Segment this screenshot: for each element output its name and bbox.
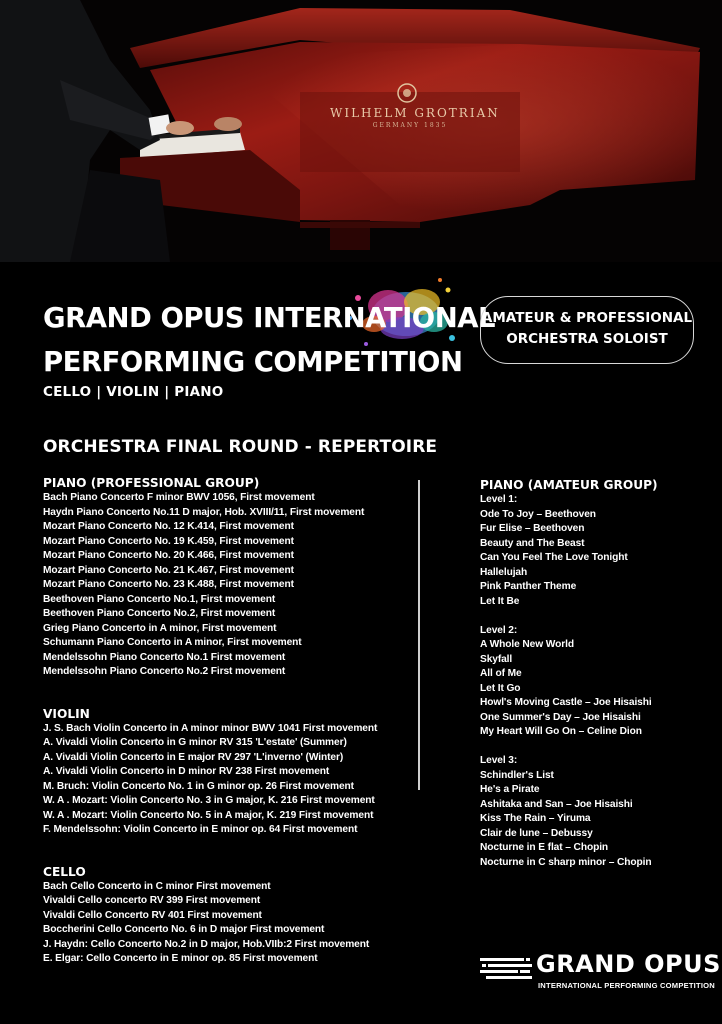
violin-title: VIOLIN — [43, 706, 90, 721]
grand-opus-logo — [480, 950, 721, 1000]
repertoire-heading: ORCHESTRA FINAL ROUND - REPERTOIRE — [43, 437, 438, 457]
piano-amateur-item: Clair de lune – Debussy — [480, 827, 593, 839]
violin-item: A. Vivaldi Violin Concerto in D minor RV 238 First movement — [43, 766, 330, 777]
piano-amateur-item: Beauty and The Beast — [480, 537, 585, 549]
piano-professional-item: Mendelssohn Piano Concerto No.2 First movement — [43, 666, 286, 677]
repertoire-left-column — [43, 475, 413, 967]
piano-keys-logo-icon — [480, 956, 532, 982]
piano-amateur-item: All of Me — [480, 668, 522, 679]
level-label: Level 1: — [480, 494, 518, 505]
piano-professional-item: Mozart Piano Concerto No. 12 K.414, First movement — [43, 521, 294, 532]
piano-professional-title: PIANO (PROFESSIONAL GROUP) — [43, 476, 260, 490]
cello-item: Bach Cello Concerto in C minor First movement — [43, 880, 271, 892]
competition-title — [43, 296, 495, 384]
piano-amateur-item: Ashitaka and San – Joe Hisaishi — [480, 798, 633, 810]
piano-brand-name: WILHELM GROTRIAN — [330, 106, 500, 120]
violin-item: A. Vivaldi Violin Concerto in G minor RV 315 'L'estate' (Summer) — [43, 737, 347, 748]
piano-amateur-item: Nocturne in C sharp minor – Chopin — [480, 856, 652, 868]
piano-amateur-item: Skyfall — [480, 653, 513, 665]
category-badge — [480, 296, 694, 364]
piano-amateur-item: Hallelujah — [480, 566, 528, 578]
instrument-list: CELLO | VIOLIN | PIANO — [43, 384, 224, 400]
piano-amateur-item: One Summer's Day – Joe Hisaishi — [480, 711, 641, 723]
violin-item: M. Bruch: Violin Concerto No. 1 in G minor op. 26 First movement — [43, 780, 354, 792]
piano-amateur-item: My Heart Will Go On – Celine Dion — [480, 726, 642, 737]
cello-list — [43, 880, 413, 967]
piano-professional-item: Grieg Piano Concerto in A minor, First movement — [43, 622, 277, 634]
violin-item: F. Mendelssohn: Violin Concerto in E minor op. 64 First movement — [43, 824, 358, 835]
piano-amateur-item: Howl's Moving Castle – Joe Hisaishi — [480, 697, 652, 708]
piano-professional-item: Bach Piano Concerto F minor BWV 1056, First movement — [43, 492, 315, 503]
logo-tagline: INTERNATIONAL PERFORMING COMPETITION — [538, 981, 715, 990]
level-label: Level 2: — [480, 624, 518, 636]
violin-item: J. S. Bach Violin Concerto in A minor minor BWV 1041 First movement — [43, 722, 378, 734]
piano-amateur-title: PIANO (AMATEUR GROUP) — [480, 478, 658, 492]
piano-amateur-item: Schindler's List — [480, 769, 554, 781]
hero-piano-image — [0, 0, 722, 262]
cello-item: Vivaldi Cello concerto RV 399 First movement — [43, 895, 261, 906]
piano-amateur-item: Let It Be — [480, 595, 520, 607]
piano-amateur-item: Can You Feel The Love Tonight — [480, 552, 628, 563]
piano-professional-item: Haydn Piano Concerto No.11 D major, Hob. XVIII/11, First movement — [43, 506, 365, 518]
piano-amateur-levels — [480, 493, 710, 870]
piano-amateur-item: Nocturne in E flat – Chopin — [480, 842, 609, 853]
title-line-2: PERFORMING COMPETITION — [43, 346, 463, 378]
category-line-2: ORCHESTRA SOLOIST — [506, 331, 668, 347]
cello-item: J. Haydn: Cello Concerto No.2 in D major, Hob.VIIb:2 First movement — [43, 938, 370, 950]
cello-item: Boccherini Cello Concerto No. 6 in D major First movement — [43, 924, 325, 935]
piano-professional-item: Mozart Piano Concerto No. 20 K.466, First movement — [43, 550, 294, 561]
column-divider — [418, 480, 420, 790]
cello-item: E. Elgar: Cello Concerto in E minor op. 85 First movement — [43, 953, 318, 964]
piano-professional-item: Mozart Piano Concerto No. 21 K.467, First movement — [43, 564, 294, 576]
violin-list — [43, 722, 413, 838]
violin-item: W. A . Mozart: Violin Concerto No. 5 in A major, K. 219 First movement — [43, 809, 374, 821]
cello-title: CELLO — [43, 864, 86, 879]
piano-professional-item: Schumann Piano Concerto in A minor, First movement — [43, 637, 302, 648]
cello-item: Vivaldi Cello Concerto RV 401 First movement — [43, 909, 262, 921]
title-line-1: GRAND OPUS INTERNATIONAL — [43, 302, 496, 334]
piano-amateur-item: Ode To Joy – Beethoven — [480, 508, 596, 520]
piano-professional-item: Mendelssohn Piano Concerto No.1 First movement — [43, 651, 286, 663]
violin-item: A. Vivaldi Violin Concerto in E major RV 297 'L'inverno' (Winter) — [43, 751, 344, 763]
category-line-1: AMATEUR & PROFESSIONAL — [481, 310, 693, 326]
piano-amateur-item: He's a Pirate — [480, 784, 540, 795]
piano-amateur-item: Kiss The Rain – Yiruma — [480, 813, 591, 824]
piano-professional-item: Mozart Piano Concerto No. 19 K.459, First movement — [43, 535, 294, 547]
piano-illustration — [0, 0, 722, 262]
violin-item: W. A . Mozart: Violin Concerto No. 3 in G major, K. 216 First movement — [43, 795, 375, 806]
piano-amateur-item: A Whole New World — [480, 639, 574, 650]
piano-amateur-item: Fur Elise – Beethoven — [480, 523, 585, 534]
piano-professional-list — [43, 491, 413, 680]
piano-professional-item: Beethoven Piano Concerto No.2, First movement — [43, 608, 276, 619]
repertoire-right-column — [480, 477, 710, 870]
piano-professional-item: Mozart Piano Concerto No. 23 K.488, First movement — [43, 579, 294, 590]
piano-professional-item: Beethoven Piano Concerto No.1, First movement — [43, 593, 276, 605]
piano-brand-subtitle: GERMANY 1835 — [372, 122, 448, 129]
piano-amateur-item: Let It Go — [480, 682, 521, 694]
piano-brand-plate — [330, 106, 500, 129]
piano-amateur-item: Pink Panther Theme — [480, 581, 577, 592]
logo-name: GRAND OPUS — [536, 950, 721, 978]
level-label: Level 3: — [480, 755, 518, 766]
